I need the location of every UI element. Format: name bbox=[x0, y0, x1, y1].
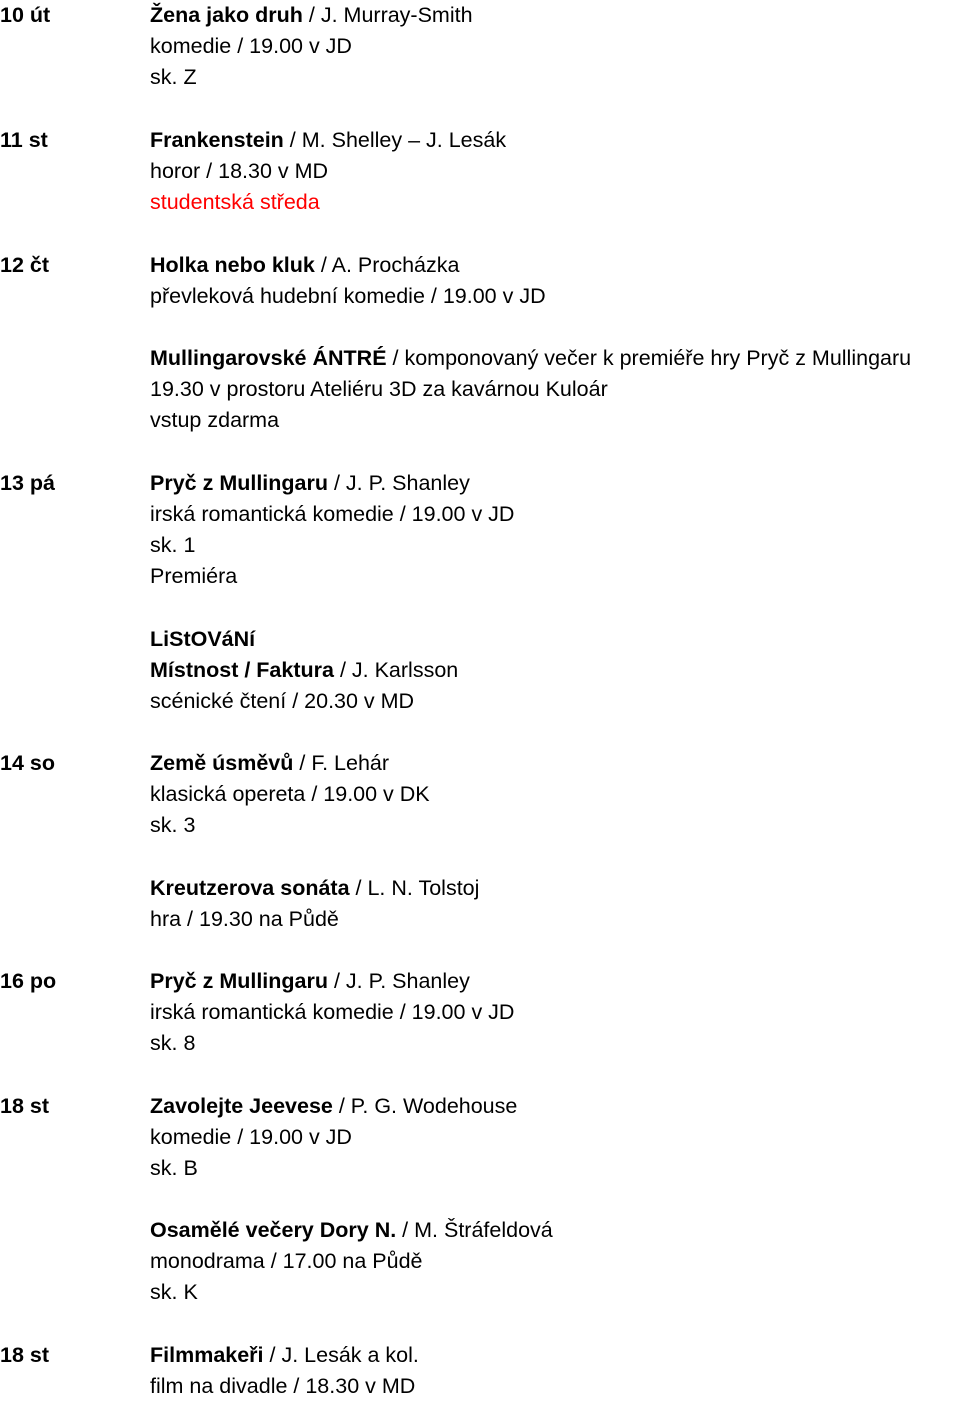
event-info: horor / 18.30 v MD bbox=[150, 159, 329, 183]
event-author: / A. Procházka bbox=[314, 253, 460, 277]
event-title: Pryč z Mullingaru bbox=[150, 969, 329, 993]
event-author: / M. Štráfeldová bbox=[396, 1218, 553, 1242]
event-subscription: sk. B bbox=[150, 1156, 198, 1180]
event-heading bbox=[150, 966, 470, 997]
event-note: Premiéra bbox=[150, 564, 238, 588]
event-author: / J. P. Shanley bbox=[328, 471, 470, 495]
event-heading bbox=[150, 655, 458, 686]
event-title: Mullingarovské ÁNTRÉ bbox=[150, 346, 387, 370]
event-author: / P. G. Wodehouse bbox=[332, 1094, 518, 1118]
event-heading bbox=[150, 250, 459, 281]
day-label: 18 st bbox=[0, 1343, 50, 1367]
event-info: komedie / 19.00 v JD bbox=[150, 1125, 352, 1149]
event-note: vstup zdarma bbox=[150, 408, 280, 432]
event-heading bbox=[150, 1215, 553, 1246]
event-heading bbox=[150, 0, 473, 31]
event-subscription: sk. Z bbox=[150, 65, 197, 89]
event-info: hra / 19.30 na Půdě bbox=[150, 907, 339, 931]
event-note-highlight: studentská středa bbox=[150, 190, 320, 214]
day-label: 16 po bbox=[0, 969, 57, 993]
event-title: Frankenstein bbox=[150, 128, 284, 152]
event-heading bbox=[150, 748, 389, 779]
event-title: Pryč z Mullingaru bbox=[150, 471, 329, 495]
event-heading bbox=[150, 1091, 517, 1122]
event-title: Osamělé večery Dory N. bbox=[150, 1218, 397, 1242]
day-label: 10 út bbox=[0, 3, 51, 27]
event-author: / J. Lesák a kol. bbox=[263, 1343, 419, 1367]
day-label: 14 so bbox=[0, 751, 55, 775]
event-heading bbox=[150, 125, 506, 156]
event-heading bbox=[150, 873, 479, 904]
day-label: 18 st bbox=[0, 1094, 50, 1118]
event-title: Filmmakeři bbox=[150, 1343, 264, 1367]
event-info: scénické čtení / 20.30 v MD bbox=[150, 689, 415, 713]
event-info: film na divadle / 18.30 v MD bbox=[150, 1374, 416, 1398]
event-author: / F. Lehár bbox=[293, 751, 390, 775]
event-author: / J. P. Shanley bbox=[328, 969, 470, 993]
day-label: 12 čt bbox=[0, 253, 50, 277]
event-info: irská romantická komedie / 19.00 v JD bbox=[150, 502, 515, 526]
event-subscription: sk. 8 bbox=[150, 1031, 196, 1055]
event-title: Holka nebo kluk bbox=[150, 253, 315, 277]
event-info: 19.30 v prostoru Ateliéru 3D za kavárnou Kuloár bbox=[150, 377, 608, 401]
event-info: komedie / 19.00 v JD bbox=[150, 34, 352, 58]
event-heading bbox=[150, 343, 911, 374]
day-label: 13 pá bbox=[0, 471, 55, 495]
event-author: / L. N. Tolstoj bbox=[349, 876, 480, 900]
event-title: Země úsměvů bbox=[150, 751, 294, 775]
event-author: / J. Murray-Smith bbox=[302, 3, 473, 27]
event-title: Kreutzerova sonáta bbox=[150, 876, 350, 900]
event-title: Místnost / Faktura bbox=[150, 658, 334, 682]
event-info: monodrama / 17.00 na Půdě bbox=[150, 1249, 423, 1273]
event-title: Žena jako druh bbox=[150, 3, 303, 27]
event-subscription: sk. K bbox=[150, 1280, 198, 1304]
day-label: 11 st bbox=[0, 128, 48, 152]
event-info: irská romantická komedie / 19.00 v JD bbox=[150, 1000, 515, 1024]
event-heading bbox=[150, 1340, 419, 1371]
event-subscription: sk. 1 bbox=[150, 533, 196, 557]
event-info: převleková hudební komedie / 19.00 v JD bbox=[150, 284, 546, 308]
event-author: / J. Karlsson bbox=[333, 658, 459, 682]
event-title: Zavolejte Jeevese bbox=[150, 1094, 333, 1118]
event-heading bbox=[150, 468, 470, 499]
event-series: LiStOVáNí bbox=[150, 627, 256, 651]
event-subscription: sk. 3 bbox=[150, 813, 196, 837]
event-author: / M. Shelley – J. Lesák bbox=[283, 128, 507, 152]
event-author: / komponovaný večer k premiéře hry Pryč z Mullingaru bbox=[386, 346, 912, 370]
event-info: klasická opereta / 19.00 v DK bbox=[150, 782, 430, 806]
